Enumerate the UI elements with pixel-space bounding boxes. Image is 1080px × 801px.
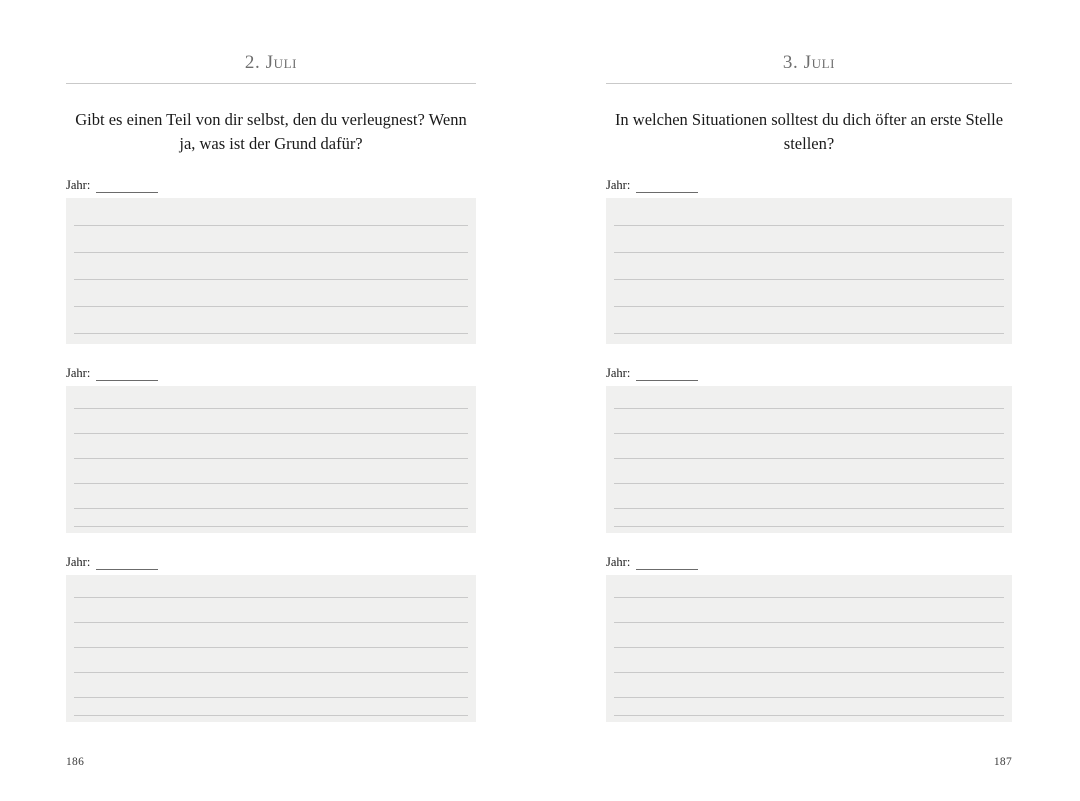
page-number: 186: [66, 756, 85, 768]
page-right-content: [606, 0, 1012, 722]
entry-block: [606, 178, 1012, 344]
entry-block: [66, 366, 476, 533]
year-label-row: [66, 555, 476, 570]
rule-line: [74, 647, 468, 648]
entry-block: [606, 555, 1012, 722]
rule-line: [74, 252, 468, 253]
page-right: [540, 0, 1080, 801]
writing-area[interactable]: [606, 575, 1012, 722]
year-label: Jahr:: [606, 554, 631, 569]
rule-line: [74, 306, 468, 307]
prompt-text: In welchen Situationen solltest du dich öfter an erste Stelle stellen?: [614, 110, 1004, 153]
rule-line: [74, 597, 468, 598]
rule-line: [614, 508, 1004, 509]
rule-line: [614, 647, 1004, 648]
rule-line: [614, 279, 1004, 280]
writing-area[interactable]: [66, 198, 476, 344]
year-label: Jahr:: [66, 177, 91, 192]
writing-area[interactable]: [606, 386, 1012, 533]
rule-line: [74, 697, 468, 698]
header-divider: [606, 83, 1012, 84]
year-input[interactable]: [96, 369, 158, 381]
rule-line: [614, 526, 1004, 527]
rule-line: [74, 483, 468, 484]
year-label-row: [606, 555, 1012, 570]
rule-line: [74, 333, 468, 334]
year-input[interactable]: [636, 369, 698, 381]
rule-line: [614, 622, 1004, 623]
entry-block: [66, 555, 476, 722]
year-label: Jahr:: [606, 177, 631, 192]
year-label: Jahr:: [66, 365, 91, 380]
writing-area[interactable]: [66, 575, 476, 722]
rule-line: [74, 433, 468, 434]
rule-line: [614, 433, 1004, 434]
rule-line: [74, 458, 468, 459]
date-heading: 3. Juli: [782, 52, 836, 73]
year-input[interactable]: [636, 181, 698, 193]
rule-line: [74, 508, 468, 509]
rule-line: [74, 279, 468, 280]
rule-line: [74, 622, 468, 623]
year-label-row: [606, 366, 1012, 381]
rule-line: [614, 252, 1004, 253]
year-input[interactable]: [96, 181, 158, 193]
writing-area[interactable]: [66, 386, 476, 533]
year-label-row: [606, 178, 1012, 193]
rule-line: [614, 408, 1004, 409]
year-input[interactable]: [636, 558, 698, 570]
date-heading: 2. Juli: [244, 52, 298, 73]
year-label: Jahr:: [606, 365, 631, 380]
rule-line: [614, 483, 1004, 484]
rule-line: [74, 526, 468, 527]
year-label-row: [66, 366, 476, 381]
rule-line: [614, 306, 1004, 307]
rule-line: [614, 697, 1004, 698]
year-label: Jahr:: [66, 554, 91, 569]
prompt-text: Gibt es einen Teil von dir selbst, den du verleugnest? Wenn ja, was ist der Grund dafür?: [75, 110, 467, 153]
rule-line: [614, 597, 1004, 598]
rule-line: [614, 225, 1004, 226]
page-number: 187: [993, 756, 1012, 768]
rule-line: [74, 715, 468, 716]
rule-line: [74, 408, 468, 409]
year-label-row: [66, 178, 476, 193]
writing-area[interactable]: [606, 198, 1012, 344]
rule-line: [74, 672, 468, 673]
rule-line: [614, 333, 1004, 334]
header-divider: [66, 83, 476, 84]
rule-line: [614, 458, 1004, 459]
rule-line: [614, 672, 1004, 673]
rule-line: [614, 715, 1004, 716]
year-input[interactable]: [96, 558, 158, 570]
page-left-content: [66, 0, 476, 722]
entry-block: [66, 178, 476, 344]
rule-line: [74, 225, 468, 226]
entry-block: [606, 366, 1012, 533]
